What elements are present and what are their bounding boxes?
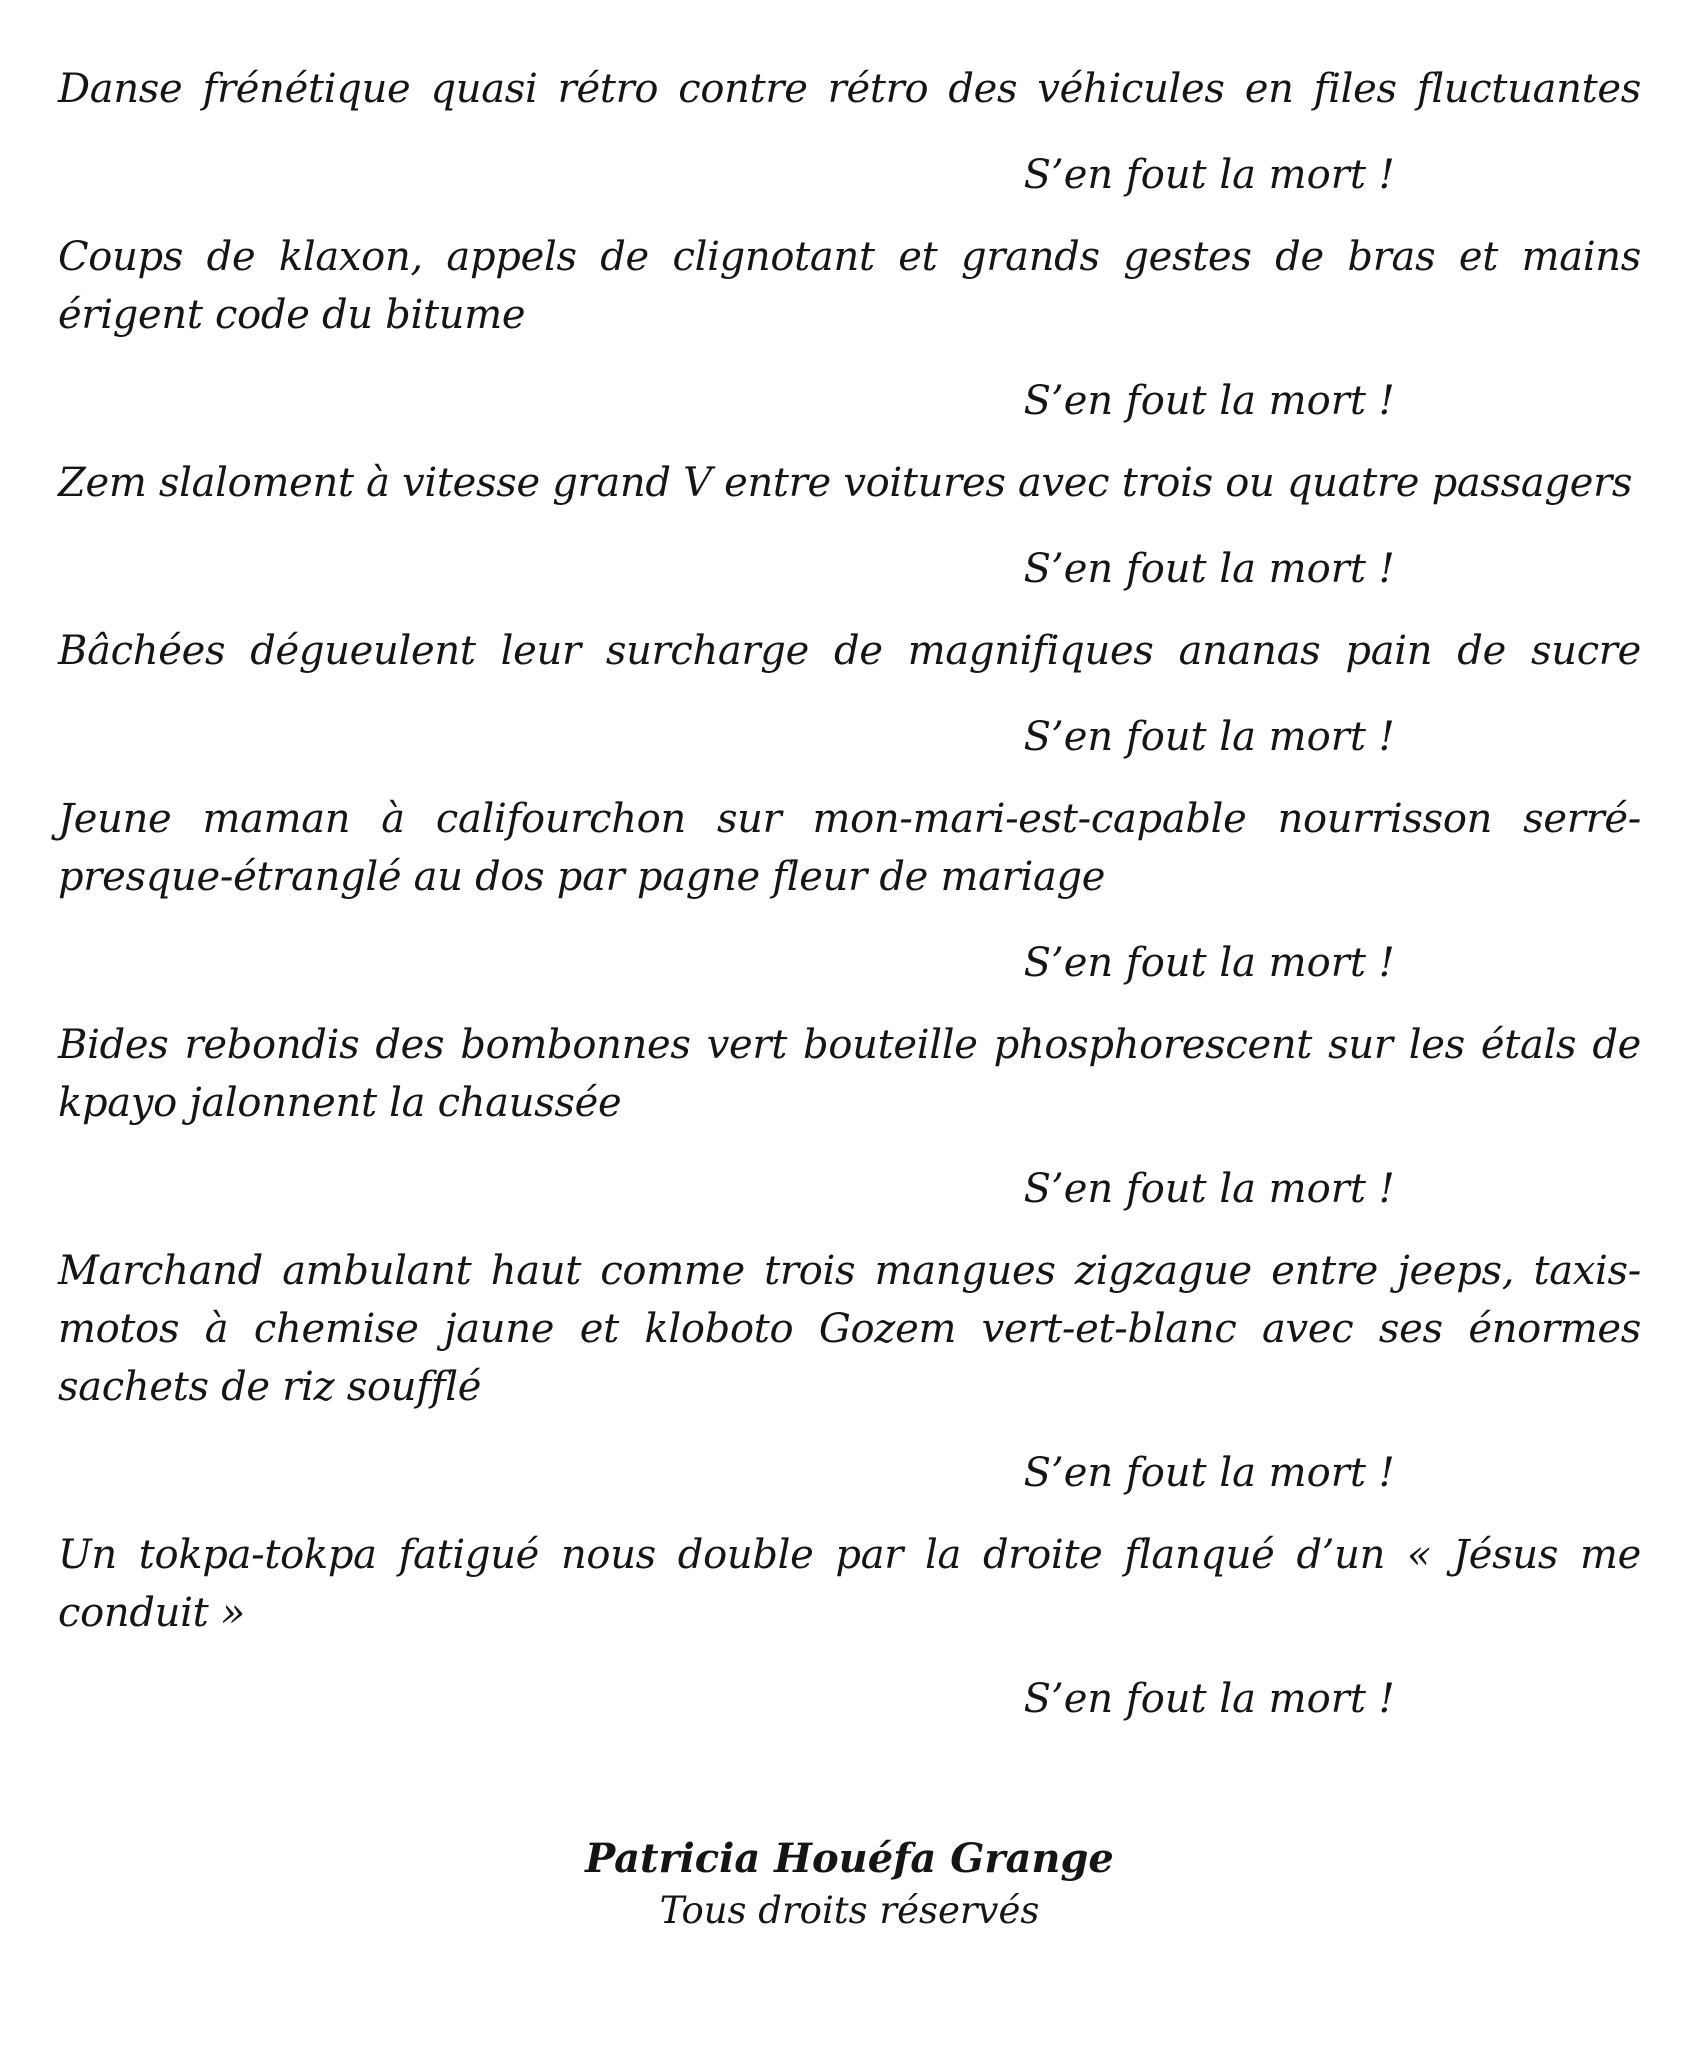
refrain-5: S’en fout la mort !: [1023, 940, 1395, 986]
author-name: Patricia Houéfa Grange: [585, 1835, 1114, 1882]
rights-notice: Tous droits réservés: [659, 1889, 1040, 1932]
refrain-2: S’en fout la mort !: [1023, 378, 1395, 424]
stanza-3: Zem slaloment à vitesse grand V entre voitures avec trois ou quatre passagers: [58, 460, 1633, 506]
refrain-6: S’en fout la mort !: [1023, 1166, 1395, 1212]
stanza-4: Bâchées dégueulent leur surcharge de magnifiques ananas pain de sucre: [58, 628, 1641, 674]
page-footer: [58, 1832, 1641, 1936]
stanza-1: Danse frénétique quasi rétro contre rétro des véhicules en files fluctuantes: [58, 66, 1641, 112]
stanza-5: Jeune maman à califourchon sur mon-mari-est-capable nourrisson serré-presque-étranglé au dos par pagne fleur de mariage: [58, 796, 1641, 900]
refrain-4: S’en fout la mort !: [1023, 714, 1395, 760]
stanza-2: Coups de klaxon, appels de clignotant et grands gestes de bras et mains érigent code du bitume: [58, 234, 1641, 338]
refrain-1: S’en fout la mort !: [1023, 152, 1395, 198]
stanza-6: Bides rebondis des bombonnes vert bouteille phosphorescent sur les étals de kpayo jalonnent la chaussée: [58, 1022, 1641, 1126]
stanza-8: Un tokpa-tokpa fatigué nous double par la droite flanqué d’un « Jésus me conduit »: [58, 1532, 1641, 1636]
refrain-3: S’en fout la mort !: [1023, 546, 1395, 592]
refrain-8: S’en fout la mort !: [1023, 1676, 1395, 1722]
refrain-7: S’en fout la mort !: [1023, 1450, 1395, 1496]
stanza-7: Marchand ambulant haut comme trois mangues zigzague entre jeeps, taxis-motos à chemise jaune et kloboto Gozem vert-et-blanc avec ses énormes sachets de riz soufflé: [58, 1248, 1641, 1410]
